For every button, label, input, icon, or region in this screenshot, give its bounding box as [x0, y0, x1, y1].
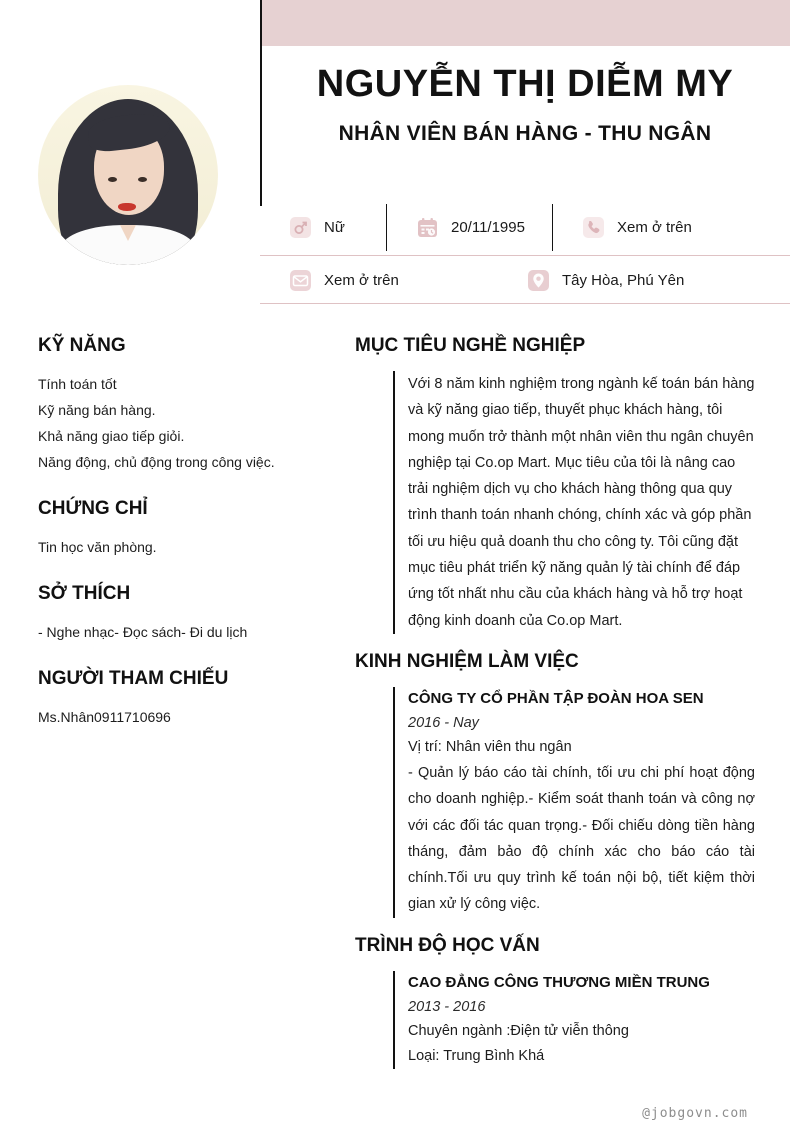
skills-heading: KỸ NĂNG — [38, 335, 126, 356]
experience-description: - Quản lý báo cáo tài chính, tối ưu chi phí hoạt động cho doanh nghiệp.- Kiểm soát thanh toán và công nợ với các đối tác quan trọng.- Đối chiếu dòng tiền hàng tháng, đảm bảo độ chính xác cho báo cáo tài chính.Tối ưu quy trình kế toán nội bộ, tiết kiệm thời gian xử lý công việc. — [408, 764, 755, 913]
education-major: Chuyên ngành :Điện tử viễn thông — [408, 1022, 629, 1039]
candidate-name: NGUYỄN THỊ DIỄM MY — [316, 63, 734, 105]
photo-eye-right — [138, 177, 147, 182]
right-column — [355, 334, 755, 1069]
contact-birthday-value: 20/11/1995 — [451, 219, 525, 236]
skills-list — [38, 371, 338, 475]
header-accent-bar — [260, 0, 790, 46]
certificate-item: Tin học văn phòng. — [38, 539, 157, 555]
certificates-list — [38, 534, 338, 560]
hobby-item: - Nghe nhạc- Đọc sách- Đi du lịch — [38, 624, 248, 640]
contact-birthday — [387, 204, 553, 251]
photo-eye-left — [108, 177, 117, 182]
skill-item: Tính toán tốt — [38, 376, 117, 392]
skill-item: Năng động, chủ động trong công việc. — [38, 454, 275, 470]
contact-email — [260, 257, 498, 304]
contact-separator-1 — [260, 255, 790, 256]
education-grade: Loại: Trung Bình Khá — [408, 1047, 545, 1064]
education-entry — [393, 971, 755, 1069]
contact-row-1 — [260, 204, 790, 251]
hobbies-heading: SỞ THÍCH — [38, 583, 131, 604]
gender-icon — [290, 217, 311, 238]
mail-icon — [290, 270, 311, 291]
contact-gender — [260, 204, 387, 251]
header-name-block — [260, 60, 790, 146]
contact-phone-value: Xem ở trên — [617, 219, 692, 236]
location-icon — [528, 270, 549, 291]
profile-photo — [38, 85, 218, 265]
photo-lips — [118, 203, 136, 211]
contact-email-value: Xem ở trên — [324, 272, 399, 289]
references-heading: NGƯỜI THAM CHIẾU — [38, 668, 229, 689]
objective-heading: MỤC TIÊU NGHỀ NGHIỆP — [355, 335, 586, 356]
contact-separator-2 — [260, 303, 790, 304]
site-watermark: @jobgovn.com — [642, 1106, 748, 1121]
certificates-heading: CHỨNG CHỈ — [38, 498, 148, 519]
experience-entry — [393, 687, 755, 918]
education-period: 2013 - 2016 — [408, 998, 486, 1015]
skill-item: Khả năng giao tiếp giỏi. — [38, 428, 185, 444]
education-school: CAO ĐẲNG CÔNG THƯƠNG MIỀN TRUNG — [408, 973, 710, 991]
contact-address — [498, 257, 790, 304]
contact-gender-value: Nữ — [324, 219, 345, 236]
skill-item: Kỹ năng bán hàng. — [38, 402, 156, 418]
experience-company: CÔNG TY CỔ PHẦN TẬP ĐOÀN HOA SEN — [408, 689, 704, 707]
candidate-job-title: NHÂN VIÊN BÁN HÀNG - THU NGÂN — [338, 122, 712, 145]
education-heading: TRÌNH ĐỘ HỌC VẤN — [355, 934, 540, 956]
contact-row-2 — [260, 257, 790, 304]
phone-icon — [583, 217, 604, 238]
left-column — [38, 334, 338, 730]
contact-phone — [553, 204, 790, 251]
references-list — [38, 704, 338, 730]
experience-period: 2016 - Nay — [408, 714, 479, 731]
objective-text: Với 8 năm kinh nghiệm trong ngành kế toán bán hàng và kỹ năng giao tiếp, thuyết phục khách hàng, tôi mong muốn trở thành một nhân viên thu ngân chuyên nghiệp tại Co.op Mart. Mục tiêu của tôi là nâng cao trải nghiệm dịch vụ cho khách hàng thông qua quy trình thanh toán nhanh chóng, chính xác và góp phần tối ưu hiệu quả doanh thu cho công ty. Tôi cũng đặt mục tiêu phát triển kỹ năng quản lý tài chính để đáp ứng tốt nhất nhu cầu của khách hàng và hỗ trợ hoạt động kinh doanh của Co.op Mart. — [393, 371, 755, 634]
calendar-icon — [417, 217, 438, 238]
contact-address-value: Tây Hòa, Phú Yên — [562, 272, 685, 289]
experience-heading: KINH NGHIỆM LÀM VIỆC — [355, 650, 579, 672]
experience-position: Vị trí: Nhân viên thu ngân — [408, 738, 572, 755]
reference-item: Ms.Nhân0911710696 — [38, 709, 171, 725]
hobbies-list — [38, 619, 338, 645]
